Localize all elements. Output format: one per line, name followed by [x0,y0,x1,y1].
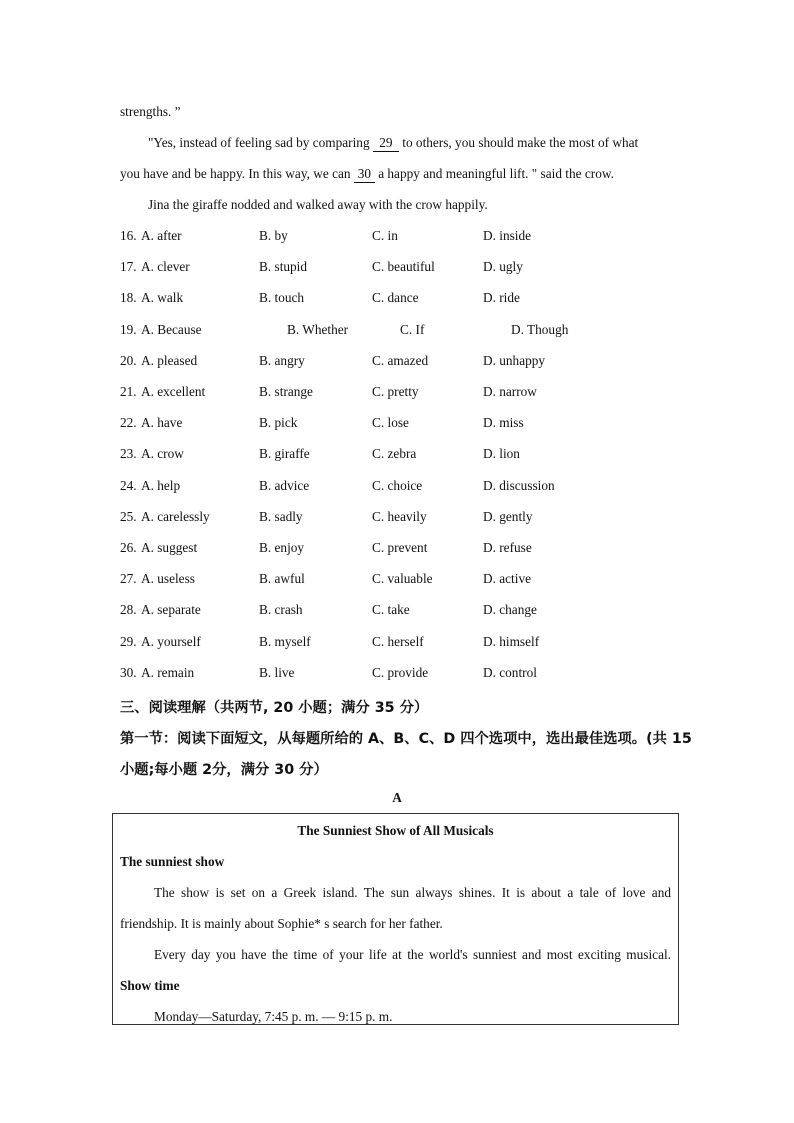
ad-paragraph-1-line-2: friendship. It is mainly about Sophie* s search for her father. [120,916,443,931]
option-a: A. have [141,415,183,431]
question-number: 19. [120,321,137,337]
passage-text: to others, you should make the most of what [402,135,639,150]
passage-line-1: strengths. ” [120,104,181,119]
option-d: D. himself [483,633,540,649]
part1-instruction-line2: 小题;每小题 2分，满分 30 分） [120,762,328,778]
option-a: A. help [141,477,181,493]
option-d: D. miss [483,415,524,431]
option-d: D. control [483,664,537,680]
option-d: D. active [483,571,531,587]
option-a: A. carelessly [141,508,210,524]
question-number: 28. [120,602,137,618]
option-d: D. narrow [483,384,537,399]
option-a: A. excellent [141,384,206,399]
option-c: C. provide [372,664,429,680]
option-c: C. choice [372,477,423,493]
ad-title: The Sunniest Show of All Musicals [297,823,494,838]
question-number: 25. [120,508,137,524]
question-number: 27. [120,571,137,587]
passage-text: "Yes, instead of feeling sad by comparing [148,135,370,150]
option-d: D. gently [483,508,533,524]
question-number: 29. [120,633,137,649]
option-b: B. touch [259,290,305,306]
option-d: D. refuse [483,540,532,555]
ad-paragraph-1-line-1: The show is set on a Greek island. The sun always shines. It is about a tale of love and [154,885,671,900]
passage-line-4: Jina the giraffe nodded and walked away with the crow happily. [148,197,488,212]
question-number: 20. [120,352,137,368]
option-c: C. lose [372,415,409,431]
option-a: A. after [141,228,182,243]
option-d: D. Though [511,321,569,337]
option-d: D. unhappy [483,352,546,368]
option-c: C. valuable [372,571,433,587]
passage-line-2 [148,135,638,152]
ad-heading-show-time: Show time [120,978,180,993]
question-number: 23. [120,446,137,462]
option-c: C. take [372,602,410,618]
question-number: 22. [120,415,137,431]
option-b: B. advice [259,477,310,493]
question-number: 24. [120,477,137,493]
musical-ad-box [112,813,679,1025]
option-b: B. strange [259,384,313,399]
blank-30: 30 [354,167,375,183]
option-c: C. zebra [372,446,417,462]
option-b: B. pick [259,415,298,431]
option-b: B. giraffe [259,446,310,462]
option-d: D. discussion [483,477,555,493]
question-number: 17. [120,259,137,275]
option-c: C. dance [372,290,419,306]
part1-instruction-line1: 第一节：阅读下面短文，从每题所给的 A、B、C、D 四个选项中，选出最佳选项。(共 15 [120,731,692,747]
option-b: B. live [259,664,295,680]
option-a: A. walk [141,290,184,306]
question-number: 26. [120,540,137,555]
ad-show-time-text: Monday—Saturday, 7:45 p. m. — 9:15 p. m. [154,1009,393,1024]
option-b: B. sadly [259,508,303,524]
option-c: C. heavily [372,508,427,524]
question-number: 21. [120,384,137,399]
option-d: D. lion [483,446,520,462]
option-a: A. useless [141,571,195,587]
option-c: C. pretty [372,384,419,399]
option-a: A. pleased [141,352,198,368]
option-c: C. beautiful [372,259,435,275]
option-a: A. Because [141,321,202,337]
passage-letter: A [392,790,402,805]
option-c: C. If [400,321,425,337]
option-d: D. ugly [483,259,523,275]
option-b: B. Whether [287,321,349,337]
passage-text: a happy and meaningful lift. " said the crow. [378,166,614,181]
option-a: A. crow [141,446,184,462]
option-b: B. stupid [259,259,308,275]
option-c: C. prevent [372,540,428,555]
passage-line-3 [120,166,614,183]
option-b: B. crash [259,602,303,618]
option-c: C. in [372,228,398,243]
option-b: B. angry [259,352,305,368]
option-b: B. by [259,228,288,243]
ad-heading-sunniest-show: The sunniest show [120,854,225,869]
option-a: A. suggest [141,540,198,555]
option-c: C. amazed [372,352,429,368]
option-a: A. yourself [141,633,201,649]
option-b: B. enjoy [259,540,305,555]
section-heading: 三、阅读理解（共两节, 20 小题；满分 35 分） [120,700,429,716]
option-a: A. clever [141,259,190,275]
blank-29: 29 [373,136,399,152]
question-number: 18. [120,290,137,306]
option-d: D. change [483,602,537,618]
option-c: C. herself [372,633,424,649]
passage-text: you have and be happy. In this way, we can [120,166,351,181]
option-a: A. separate [141,602,201,618]
option-a: A. remain [141,664,195,680]
option-b: B. myself [259,633,311,649]
option-b: B. awful [259,571,305,587]
question-number: 16. [120,228,137,243]
option-d: D. inside [483,228,532,243]
question-number: 30. [120,664,137,680]
ad-paragraph-2: Every day you have the time of your life at the world's sunniest and most exciting musical. [154,947,671,962]
option-d: D. ride [483,290,520,306]
